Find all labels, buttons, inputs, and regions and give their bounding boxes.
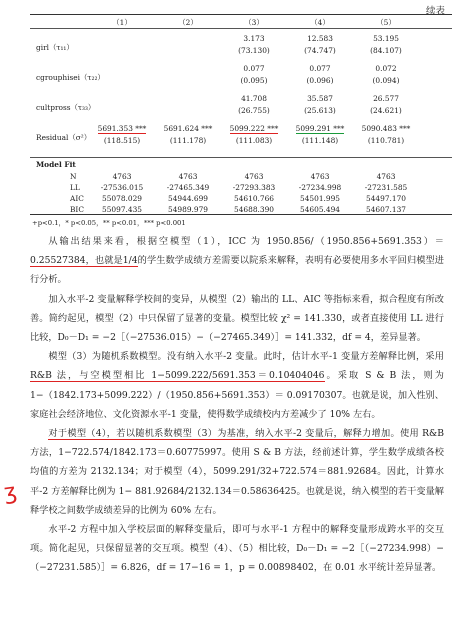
fit-row-label: N [70, 172, 77, 181]
column-header: （5） [376, 18, 396, 27]
table-cell-se: (74.747) [304, 46, 336, 55]
table-cell-se: (0.094) [372, 76, 400, 85]
table-cell: 3.173 [243, 34, 265, 43]
continued-label: 续表 [425, 6, 445, 17]
row-label: cgrouphisei（τ₂₂） [36, 73, 105, 82]
row-label: Residual（σ²） [36, 133, 92, 142]
fit-cell: 4763 [310, 172, 330, 181]
fit-cell: 55097.435 [102, 205, 142, 214]
table-cell: 35.587 [307, 94, 333, 103]
paragraph: 水平-2 方程中加入学校层面的解释变量后，即可与水平-1 方程中的解释变量形成跨水平的交互项。简化起见，只保留显著的交互项。模型（4）、（5）相比较，D₀－D₁ = −2［（−27234.998）−（−27231.585）］= 6.826，df = 17−16 = 1，p = 0.00898402，在 0.01 水平统计差异显著。 [30, 524, 444, 574]
fit-cell: 54610.766 [234, 194, 274, 203]
fit-cell: 54688.390 [234, 205, 274, 214]
table-cell-se: (111.178) [169, 136, 207, 145]
table-cell-se: (25.613) [304, 106, 336, 115]
fit-cell: -27536.015 [100, 183, 144, 192]
fit-cell: 55078.029 [102, 194, 142, 203]
fit-cell: 54607.137 [366, 205, 406, 214]
row-label: cultpross（τ₃₃） [36, 103, 96, 112]
fit-cell: -27231.585 [364, 183, 408, 192]
row-label: girl（τ₁₁） [36, 43, 74, 52]
paragraph: 模型（3）为随机系数模型。没有纳入水平-2 变量。此时，估计水平-1 变量方差解释比例，采用R&B 法，与空模型相比 1−5099.222/5691.353＝0.10404046。采取 S & B 法，则为 1−（1842.173+5099.222）/（1950.856+5691.353）＝ 0.09170307。也就是说，加入性别、家庭社会经济地位、文化资源水平-1 变量，使得数学成绩校内方差减少了 10% 左右。 [30, 351, 444, 420]
table-cell-se: (110.781) [367, 136, 405, 145]
table-cell-se: (26.755) [238, 106, 270, 115]
paragraph: 从输出结果来看，根据空模型（1），ICC 为 1950.856/（1950.856+5691.353）＝0.25527384，也就是1/4的学生数学成绩方差需要以院系来解释，表明有必要使用多水平回归模型进行分析。 [30, 236, 444, 286]
fit-cell: 4763 [178, 172, 198, 181]
fit-cell: -27465.349 [166, 183, 210, 192]
fit-cell: 54944.699 [168, 194, 208, 203]
column-header: （2） [178, 18, 198, 27]
table-cell: 53.195 [373, 34, 399, 43]
fit-row-label: BIC [70, 205, 85, 214]
table-cell: 26.577 [373, 94, 399, 103]
table-cell-se: (24.621) [370, 106, 402, 115]
fit-cell: 54501.995 [300, 194, 340, 203]
fit-cell: 4763 [376, 172, 396, 181]
fit-cell: 54605.494 [300, 205, 340, 214]
paragraph: 对于模型（4），若以随机系数模型（3）为基准，纳入水平-2 变量后，解释力增加。使用 R&B 方法，1−722.574/1842.173＝0.60775997。使用 S & B 方法，经前述计算，学生数学成绩各校均值的方差为 2132.134；对于模型（4），5099.291/32+722.574＝881.92684。因此，计算水平-2 方差解释比例为 1− 881.92684/2132.134＝0.58636425。也就是说，纳入模型的若干变量解释学校之间数学成绩差异的比例为 60% 左右。 [30, 428, 444, 516]
body-text [30, 232, 444, 578]
paragraph: 加入水平-2 变量解释学校间的变异，从模型（2）输出的 LL、AIC 等指标来看，拟合程度有所改善。简约起见，模型（2）中只保留了显著的变量。模型比较 χ² = 141.330，或者直接使用 LL 进行比较，D₀－D₁ = −2［（−27536.015）−（−27465.349）］= 141.332，df = 4，差异显著。 [30, 293, 444, 344]
table-cell: 12.583 [307, 34, 333, 43]
table-cell-se: (111.083) [235, 136, 273, 145]
table-cell-se: (73.130) [238, 46, 270, 55]
handwritten-bracket-mark: ʒ [2, 479, 19, 506]
table-cell-se: (84.107) [370, 46, 402, 55]
table-cell: 0.072 [375, 64, 397, 73]
fit-header: Model Fit [36, 160, 76, 169]
table-cell-se: (0.095) [240, 76, 268, 85]
table-cell: 5691.353 *** [97, 124, 147, 133]
table-cell: 5099.291 *** [295, 124, 345, 133]
table-cell: 0.077 [309, 64, 331, 73]
fit-row-label: AIC [70, 194, 84, 203]
fit-cell: -27293.383 [232, 183, 276, 192]
table-cell: 0.077 [243, 64, 265, 73]
fit-cell: 54497.170 [366, 194, 406, 203]
table-cell-se: (0.096) [306, 76, 334, 85]
table-cell: 5691.624 *** [163, 124, 213, 133]
table-note: +p<0.1，* p<0.05，** p<0.01，*** p<0.001 [32, 219, 186, 227]
table-cell-se: (111.148) [301, 136, 339, 145]
fit-cell: 4763 [244, 172, 264, 181]
fit-row-label: LL [70, 183, 80, 192]
table-cell: 5099.222 *** [229, 124, 279, 133]
fit-cell: 54989.979 [168, 205, 208, 214]
column-header: （3） [244, 18, 264, 27]
column-header: （4） [310, 18, 330, 27]
column-header: （1） [112, 18, 132, 27]
fit-cell: 4763 [112, 172, 132, 181]
table-cell: 5090.483 *** [361, 124, 411, 133]
table-cell-se: (118.515) [103, 136, 141, 145]
fit-cell: -27234.998 [298, 183, 342, 192]
table-cell: 41.708 [241, 94, 267, 103]
